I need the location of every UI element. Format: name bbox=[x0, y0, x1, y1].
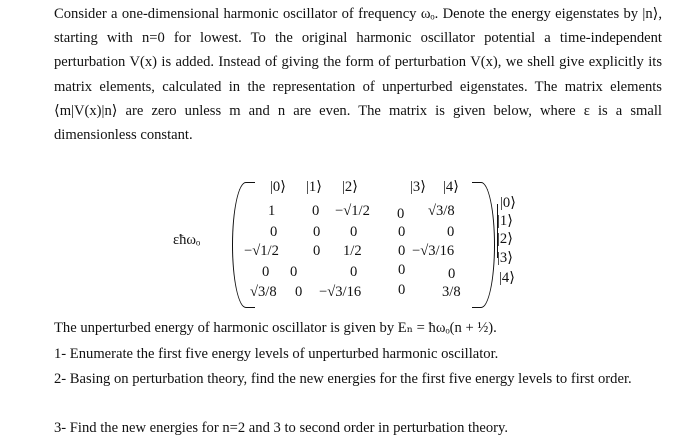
cell-0-4: √3/8 bbox=[428, 203, 455, 219]
matrix-right-paren bbox=[472, 182, 495, 308]
question-3: 3- Find the new energies for n=2 and 3 to second order in perturbation theory. bbox=[54, 420, 509, 436]
cell-3-4: 0 bbox=[448, 266, 456, 282]
cell-3-2: 0 bbox=[350, 264, 358, 280]
cell-1-0: 0 bbox=[270, 224, 278, 240]
question-1: 1- Enumerate the first five energy levels of unperturbed harmonic oscillator. bbox=[54, 346, 499, 362]
cell-2-4: −√3/16 bbox=[412, 243, 455, 259]
cell-1-3: 0 bbox=[398, 224, 406, 240]
cell-2-0: −√1/2 bbox=[244, 243, 279, 259]
matrix-prefactor: εħωₒ bbox=[173, 232, 201, 248]
cell-0-3: 0 bbox=[397, 206, 405, 222]
problem-intro-paragraph: Consider a one-dimensional harmonic oscillator of frequency ωₒ. Denote the energy eigenstates by |n⟩, starting with n=0 for lowest. To the original harmonic oscillator potential a time-independent perturbation V(x) is added. Instead of giving the form of perturbation V(x), we shell give explicitly its matrix elements, calculated in the representation of unperturbed eigenstates. The matrix elements ⟨m|V(x)|n⟩ are zero unless m and n are even. The matrix is given below, where ε is a small dimensionless constant. bbox=[54, 6, 662, 144]
row-label-2: |2⟩ bbox=[497, 231, 513, 247]
row-label-0: |0⟩ bbox=[500, 195, 516, 211]
cell-0-1: 0 bbox=[312, 203, 320, 219]
cell-1-2: 0 bbox=[350, 224, 358, 240]
cell-2-2: 1/2 bbox=[343, 243, 362, 259]
cell-4-2: −√3/16 bbox=[319, 284, 362, 300]
cell-4-1: 0 bbox=[295, 284, 303, 300]
cell-0-0: 1 bbox=[268, 203, 276, 219]
row-label-1: |1⟩ bbox=[497, 213, 513, 229]
cell-4-3: 0 bbox=[398, 282, 406, 298]
row-label-4: |4⟩ bbox=[499, 270, 515, 286]
question-2: 2- Basing on perturbation theory, find the new energies for the first five energy levels to first order. bbox=[54, 371, 632, 387]
cell-2-3: 0 bbox=[398, 243, 406, 259]
col-header-2: |2⟩ bbox=[342, 179, 358, 195]
cell-4-4: 3/8 bbox=[442, 284, 461, 300]
col-header-4: |4⟩ bbox=[443, 179, 459, 195]
cell-1-4: 0 bbox=[447, 224, 455, 240]
cell-2-1: 0 bbox=[313, 243, 321, 259]
col-header-3: |3⟩ bbox=[410, 179, 426, 195]
energy-statement: The unperturbed energy of harmonic oscillator is given by Eₙ = ħωₒ(n + ½). bbox=[54, 320, 497, 336]
cell-3-3: 0 bbox=[398, 262, 406, 278]
cell-3-0: 0 bbox=[262, 264, 270, 280]
cell-1-1: 0 bbox=[313, 224, 321, 240]
col-header-0: |0⟩ bbox=[270, 179, 286, 195]
cell-0-2: −√1/2 bbox=[335, 203, 370, 219]
col-header-1: |1⟩ bbox=[306, 179, 322, 195]
cell-4-0: √3/8 bbox=[250, 284, 277, 300]
cell-3-1: 0 bbox=[290, 264, 298, 280]
row-label-3: |3⟩ bbox=[497, 250, 513, 266]
